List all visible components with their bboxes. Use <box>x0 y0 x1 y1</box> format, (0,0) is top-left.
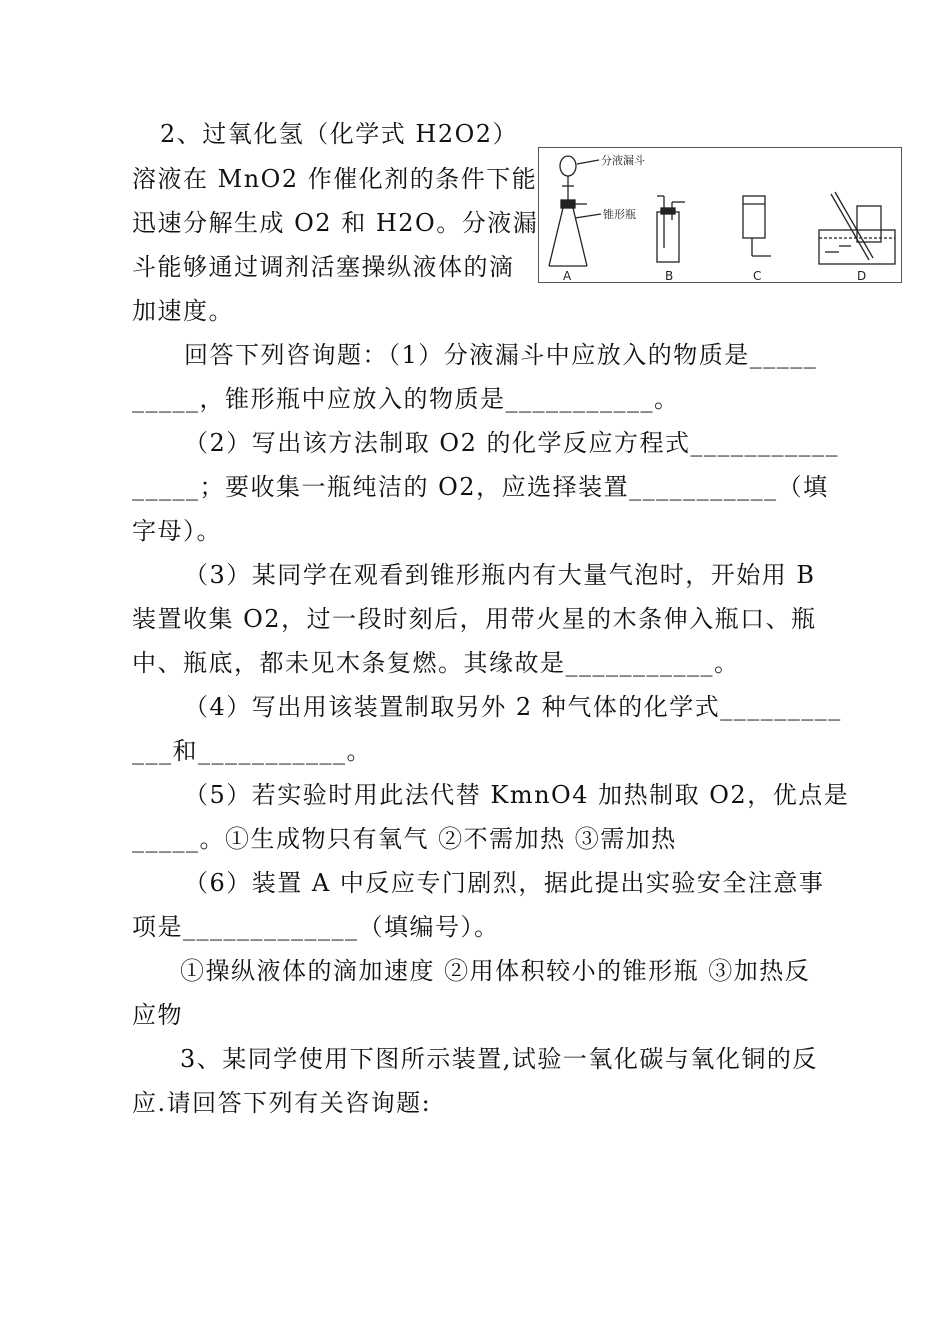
q2-line-11: （5）若实验时用此法代替 KmnO4 加热制取 O2，优点是 <box>184 781 850 809</box>
q2-intro-line-2: 溶液在 MnO2 作催化剂的条件下能 <box>132 165 538 193</box>
q2-line-5: 字母）。 <box>132 517 222 545</box>
apparatus-c <box>743 196 771 256</box>
q2-line-1: 回答下列咨询题：（1）分液漏斗中应放入的物质是_____ <box>184 341 818 369</box>
q2-line-12: _____。①生成物只有氧气 ②不需加热 ③需加热 <box>132 825 677 853</box>
q2-line-3: （2）写出该方法制取 O2 的化学反应方程式___________ <box>184 429 839 457</box>
q2-line-2: _____，锥形瓶中应放入的物质是___________。 <box>132 385 680 413</box>
q2-line-7: 装置收集 O2，过一段时刻后，用带火星的木条伸入瓶口、瓶 <box>132 605 817 633</box>
q2-intro-line-1: 2、过氧化氢（化学式 H2O2） <box>160 120 519 148</box>
q2-line-8: 中、瓶底，都未见木条复燃。其缘故是___________。 <box>132 649 740 677</box>
q3-line-1: 3、某同学使用下图所示装置,试验一氧化碳与氧化铜的反 <box>180 1045 818 1073</box>
label-funnel: 分液漏斗 <box>601 154 645 167</box>
q2-line-13: （6）装置 A 中反应专门剧烈，据此提出实验安全注意事 <box>184 869 825 897</box>
label-flask: 锥形瓶 <box>603 208 636 221</box>
figure-letter-d: D <box>857 269 867 282</box>
q2-line-15: ①操纵液体的滴加速度 ②用体积较小的锥形瓶 ③加热反 <box>180 957 811 985</box>
apparatus-diagram <box>539 148 901 282</box>
apparatus-d <box>819 192 895 264</box>
q2-line-9: （4）写出用该装置制取另外 2 种气体的化学式_________ <box>184 693 842 721</box>
q2-intro-line-3: 迅速分解生成 O2 和 H2O。分液漏 <box>132 209 539 237</box>
apparatus-a <box>549 156 601 266</box>
apparatus-figure <box>538 147 902 283</box>
q2-line-4: _____；要收集一瓶纯洁的 O2，应选择装置___________（填 <box>132 473 829 501</box>
q2-intro-line-4: 斗能够通过调剂活塞操纵液体的滴 <box>132 253 515 281</box>
q2-intro-line-5: 加速度。 <box>132 297 234 325</box>
figure-letter-b: B <box>665 269 674 282</box>
figure-letter-a: A <box>563 269 572 282</box>
q2-line-6: （3）某同学在观看到锥形瓶内有大量气泡时，开始用 B <box>184 561 816 589</box>
q2-line-14: 项是_____________（填编号）。 <box>132 913 500 941</box>
q2-line-16: 应物 <box>132 1001 183 1029</box>
q3-line-2: 应.请回答下列有关咨询题: <box>132 1089 432 1117</box>
q2-line-10: ___和___________。 <box>132 737 372 765</box>
apparatus-b <box>657 196 685 262</box>
figure-letter-c: C <box>753 269 762 282</box>
